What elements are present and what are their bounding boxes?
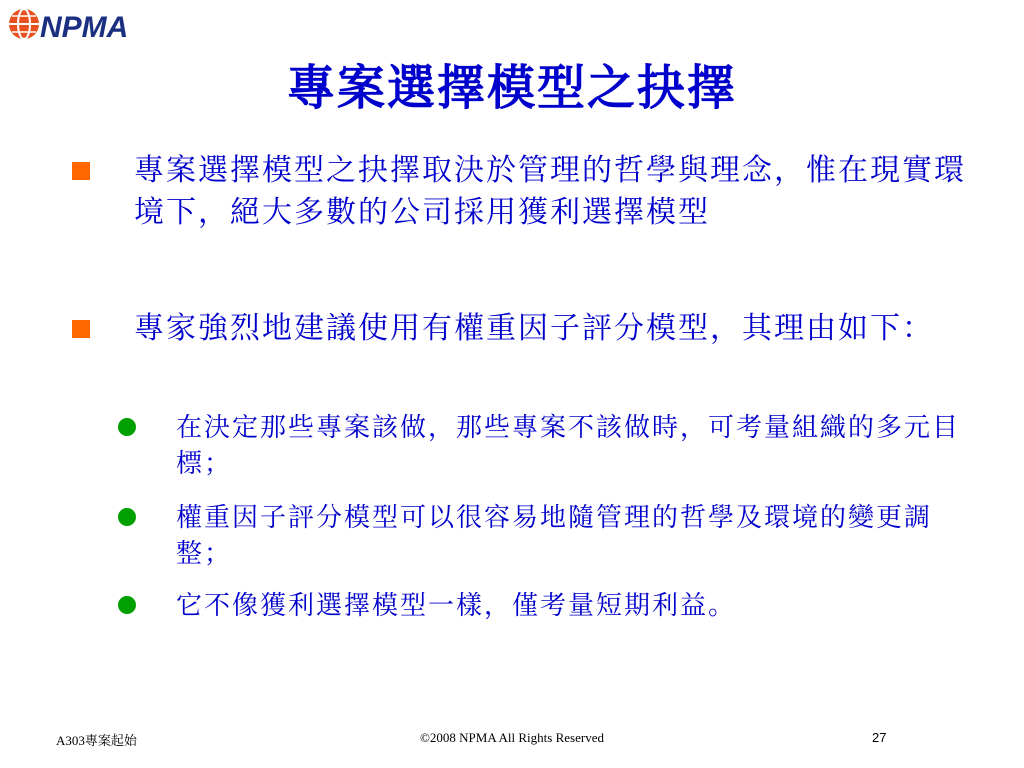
- logo-text: NPMA: [40, 11, 129, 42]
- globe-icon: [9, 9, 39, 39]
- footer-copyright: ©2008 NPMA All Rights Reserved: [420, 730, 604, 745]
- sub-bullet-item: [176, 410, 976, 482]
- footer-course-label: A303專案起始: [56, 733, 137, 748]
- sub-bullet-item: [176, 588, 976, 624]
- circle-bullet-icon: [118, 508, 136, 526]
- bullet-item: [134, 308, 974, 350]
- bullet-text: 專家強烈地建議使用有權重因子評分模型，其理由如下：: [134, 311, 934, 346]
- circle-bullet-icon: [118, 418, 136, 436]
- bullet-item: [134, 150, 974, 234]
- circle-bullet-icon: [118, 596, 136, 614]
- square-bullet-icon: [72, 162, 90, 180]
- bullet-text: 專案選擇模型之抉擇取決於管理的哲學與理念，惟在現實環境下，絕大多數的公司採用獲利選擇模型: [134, 153, 966, 230]
- sub-bullet-text: 在決定那些專案該做，那些專案不該做時，可考量組織的多元目標；: [176, 413, 961, 479]
- square-bullet-icon: [72, 320, 90, 338]
- sub-bullet-text: 它不像獲利選擇模型一樣，僅考量短期利益。: [176, 591, 737, 621]
- npma-logo: [6, 6, 146, 42]
- footer-page-number: 27: [872, 730, 887, 745]
- sub-bullet-text: 權重因子評分模型可以很容易地隨管理的哲學及環境的變更調整；: [176, 503, 933, 569]
- sub-bullet-item: [176, 500, 976, 572]
- slide-title: 專案選擇模型之抉擇: [286, 60, 737, 116]
